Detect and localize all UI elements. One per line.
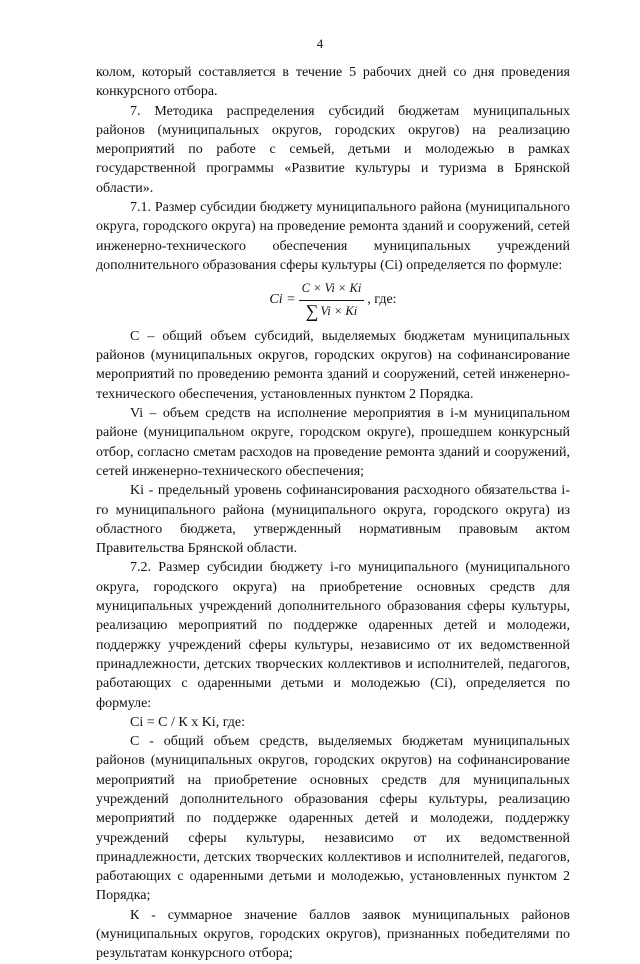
paragraph-continuation: колом, который составляется в течение 5 рабочих дней со дня проведения конкурсного отбора. [96,65,570,100]
definition-k: К - суммарное значение баллов заявок муниципальных районов (муниципальных округов, городских округов), признанных победителями по результатам конкурсного отбора; [96,907,570,962]
formula-numerator: C × Vi × Ki [299,279,365,300]
formula-suffix: , где: [367,292,397,308]
formula-denominator: Vi × Ki [320,303,358,318]
definition-ki: Ki - предельный уровень софинансирования расходного обязательства i-го муниципального района (муниципального округа, городского округа) из областного бюджета, утвержденный нормативным правовым актом Правительства Брянской области. [96,483,570,557]
formula-fraction [299,279,365,321]
definition-c-2: С - общий объем средств, выделяемых бюджетам муниципальных районов (муниципальных округов, городских округов) на софинансирование мероприятий на приобретение основных средств для муниципальных учреждений дополнительного образования сферы культуры, реализацию мероприятий по поддержке одаренных детей и молодежи, поддержку учреждений сферы культуры, независимо от их ведомственной принадлежности, детских творческих коллективов и исполнителей, педагогов, работающих с одаренными детьми и молодежью, установленных пунктом 2 Порядка; [96,734,570,904]
definition-vi: Vi – объем средств на исполнение мероприятия в i-м муниципальном районе (муниципальном округе, городском округе), прошедшем конкурсный отбор, согласно сметам расходов на проведение ремонта зданий и сооружений, сетей инженерно-технического обеспечения; [96,406,570,479]
paragraph-7-2: 7.2. Размер субсидии бюджету i-го муниципального (муниципального округа, городского округа) на приобретение основных средств для муниципальных учреждений дополнительного образования сферы культуры, реализацию мероприятий по поддержке одаренных детей и молодежи, поддержку учреждений сферы культуры, независимо от их ведомственной принадлежности, детских творческих коллективов и исполнителей, педагогов, работающих с одаренными детьми и молодежью (Ci), определяется по формуле: [96,560,570,711]
document-body [96,63,570,964]
paragraph-section-7: 7. Методика распределения субсидий бюджетам муниципальных районов (муниципальных округов, городских округов) на реализацию мероприятий по работе с семьей, детьми и молодежью в рамках государственной программы «Развитие культуры и туризма в Брянской области». [96,103,570,196]
formula-lhs: Ci = [269,292,296,308]
page-number: 4 [316,36,324,51]
formula-ci-fraction [96,279,570,321]
definition-c: С – общий объем субсидий, выделяемых бюджетам муниципальных районов (муниципальных округов, городских округов) на софинансирование мероприятий по проведению ремонта зданий и сооружений, сетей инженерно-технического обеспечения, установленных пунктом 2 Порядка. [96,328,570,402]
sum-symbol: ∑ [305,301,319,322]
formula-denominator-group [303,301,361,321]
paragraph-7-1: 7.1. Размер субсидии бюджету муниципального района (муниципального округа, городского округа) на проведение ремонта зданий и сооружений, сетей инженерно-технического обеспечения муниципальных учреждений дополнительного образования сферы культуры (Ci) определяется по формуле: [96,200,570,273]
formula-ci-ratio: Ci = С / К х Ki, где: [130,714,245,730]
